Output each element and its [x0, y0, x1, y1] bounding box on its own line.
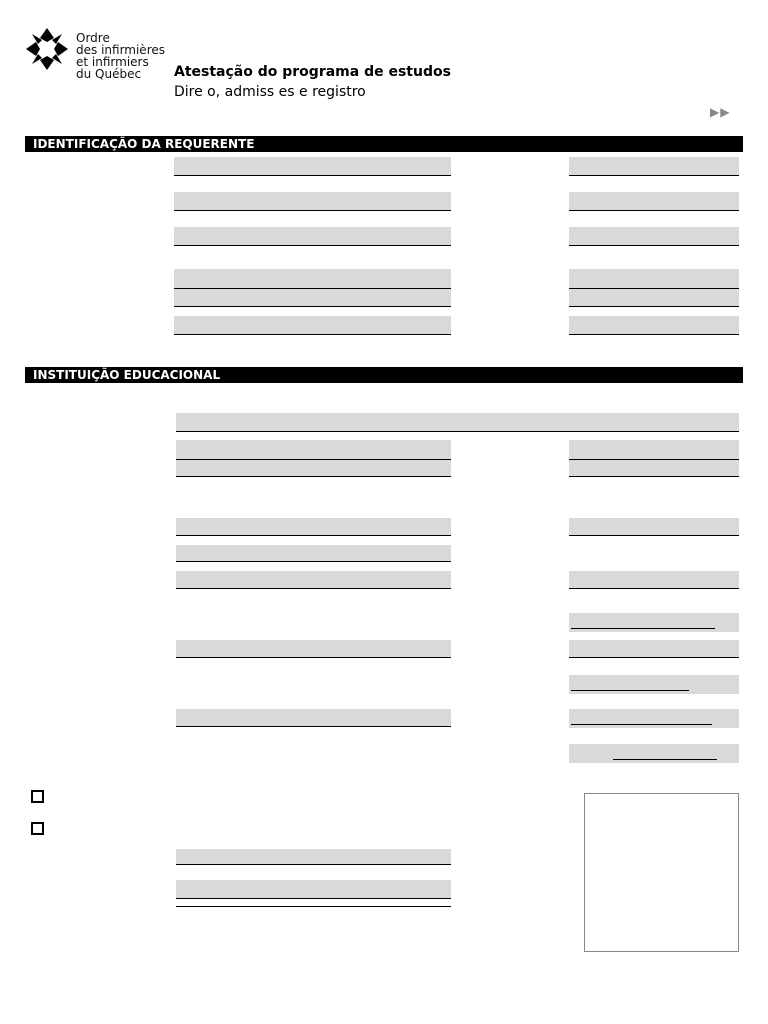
institution-field-2-left[interactable] [176, 440, 451, 460]
oiiq-star-icon [24, 26, 70, 72]
option-checkbox-2[interactable] [31, 822, 44, 835]
applicant-field-4-right[interactable] [569, 269, 739, 289]
institution-field-8-left[interactable] [176, 640, 451, 658]
institution-field-6-right[interactable] [569, 571, 739, 589]
institution-field-3-left[interactable] [176, 460, 451, 477]
applicant-field-3-right[interactable] [569, 227, 739, 246]
institution-field-11-right[interactable] [569, 744, 739, 763]
applicant-field-2-left[interactable] [174, 192, 451, 211]
section-institution-header: INSTITUIÇÃO EDUCACIONAL [25, 367, 743, 383]
section-applicant-header: IDENTIFICAÇÃO DA REQUERENTE [25, 136, 743, 152]
field-underline [571, 724, 712, 725]
logo-line-4: du Québec [76, 67, 142, 81]
field-underline [571, 628, 715, 629]
institution-field-6-left[interactable] [176, 571, 451, 589]
logo-line-2: des infirmières [76, 43, 165, 57]
signature-field-2[interactable] [176, 880, 451, 899]
applicant-field-5-right[interactable] [569, 289, 739, 307]
page-title: Atestação do programa de estudos [174, 64, 451, 80]
stamp-box[interactable] [584, 793, 739, 952]
institution-field-4-right[interactable] [569, 518, 739, 536]
applicant-field-2-right[interactable] [569, 192, 739, 211]
applicant-field-5-left[interactable] [174, 289, 451, 307]
institution-field-10-left[interactable] [176, 709, 451, 727]
institution-field-5-left[interactable] [176, 545, 451, 562]
institution-field-3-right[interactable] [569, 460, 739, 477]
institution-field-7-right[interactable] [569, 613, 739, 632]
applicant-field-1-right[interactable] [569, 157, 739, 176]
signature-underline [176, 906, 451, 907]
applicant-field-1-left[interactable] [174, 157, 451, 176]
logo-wordmark [76, 32, 165, 80]
institution-name-field[interactable] [176, 413, 739, 432]
applicant-field-4-left[interactable] [174, 269, 451, 289]
field-underline [613, 759, 717, 760]
signature-field-1[interactable] [176, 849, 451, 865]
logo-line-1: Ordre [76, 31, 110, 45]
applicant-field-6-left[interactable] [174, 316, 451, 335]
oiiq-logo [24, 26, 169, 81]
institution-field-4-left[interactable] [176, 518, 451, 536]
institution-field-10-right[interactable] [569, 709, 739, 728]
page-subtitle: Dire o, admiss es e registro [174, 84, 366, 100]
option-checkbox-1[interactable] [31, 790, 44, 803]
institution-field-8-right[interactable] [569, 640, 739, 658]
institution-field-9-right[interactable] [569, 675, 739, 694]
applicant-field-6-right[interactable] [569, 316, 739, 335]
next-page-icon[interactable]: ▶▶ [710, 105, 731, 119]
applicant-field-3-left[interactable] [174, 227, 451, 246]
field-underline [571, 690, 689, 691]
logo-line-3: et infirmiers [76, 55, 149, 69]
institution-field-2-right[interactable] [569, 440, 739, 460]
